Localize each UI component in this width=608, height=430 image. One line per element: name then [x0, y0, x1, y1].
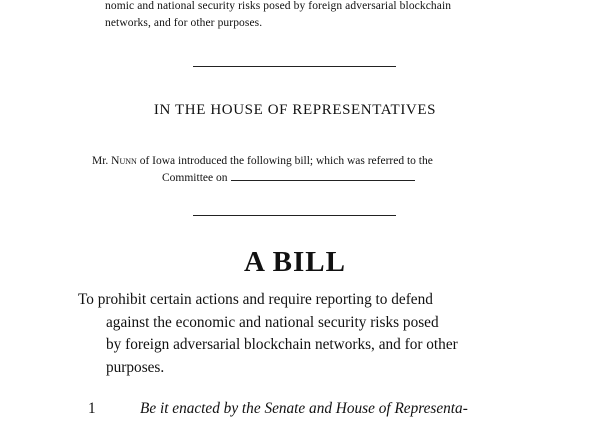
title-line-2: networks, and for other purposes.: [105, 17, 263, 29]
purpose-line-3: by foreign adversarial blockchain networks, and for other: [106, 336, 458, 353]
title-line-1: nomic and national security risks posed by foreign adversarial blockchain: [105, 0, 452, 12]
sponsor-prefix: Mr.: [92, 155, 112, 167]
introduction-statement: [92, 153, 512, 187]
divider-rule-bottom: [193, 215, 396, 216]
bill-purpose: [78, 289, 512, 379]
purpose-line-2: against the economic and national security risks posed: [106, 313, 439, 331]
sponsor-name: Nunn: [111, 155, 137, 167]
chamber-heading: IN THE HOUSE OF REPRESENTATIVES: [153, 102, 437, 118]
line-number: 1: [88, 400, 96, 417]
introduction-line-2: [92, 170, 512, 187]
bill-heading: A BILL: [244, 246, 346, 278]
committee-blank-line: [231, 170, 415, 181]
purpose-line-1: To prohibit certain actions and require reporting to defend: [78, 291, 433, 308]
enacting-clause: [88, 398, 468, 420]
divider-rule-top: [193, 66, 396, 67]
committee-label: Committee on: [162, 172, 228, 184]
introduction-line-1-rest: of Iowa introduced the following bill; which was referred to the: [136, 155, 433, 167]
bill-title-fragment: [105, 0, 525, 32]
introduction-line-1: [92, 153, 512, 170]
purpose-line-4: purposes.: [106, 358, 165, 376]
enacting-clause-text: Be it enacted by the Senate and House of Representa-: [140, 400, 468, 417]
